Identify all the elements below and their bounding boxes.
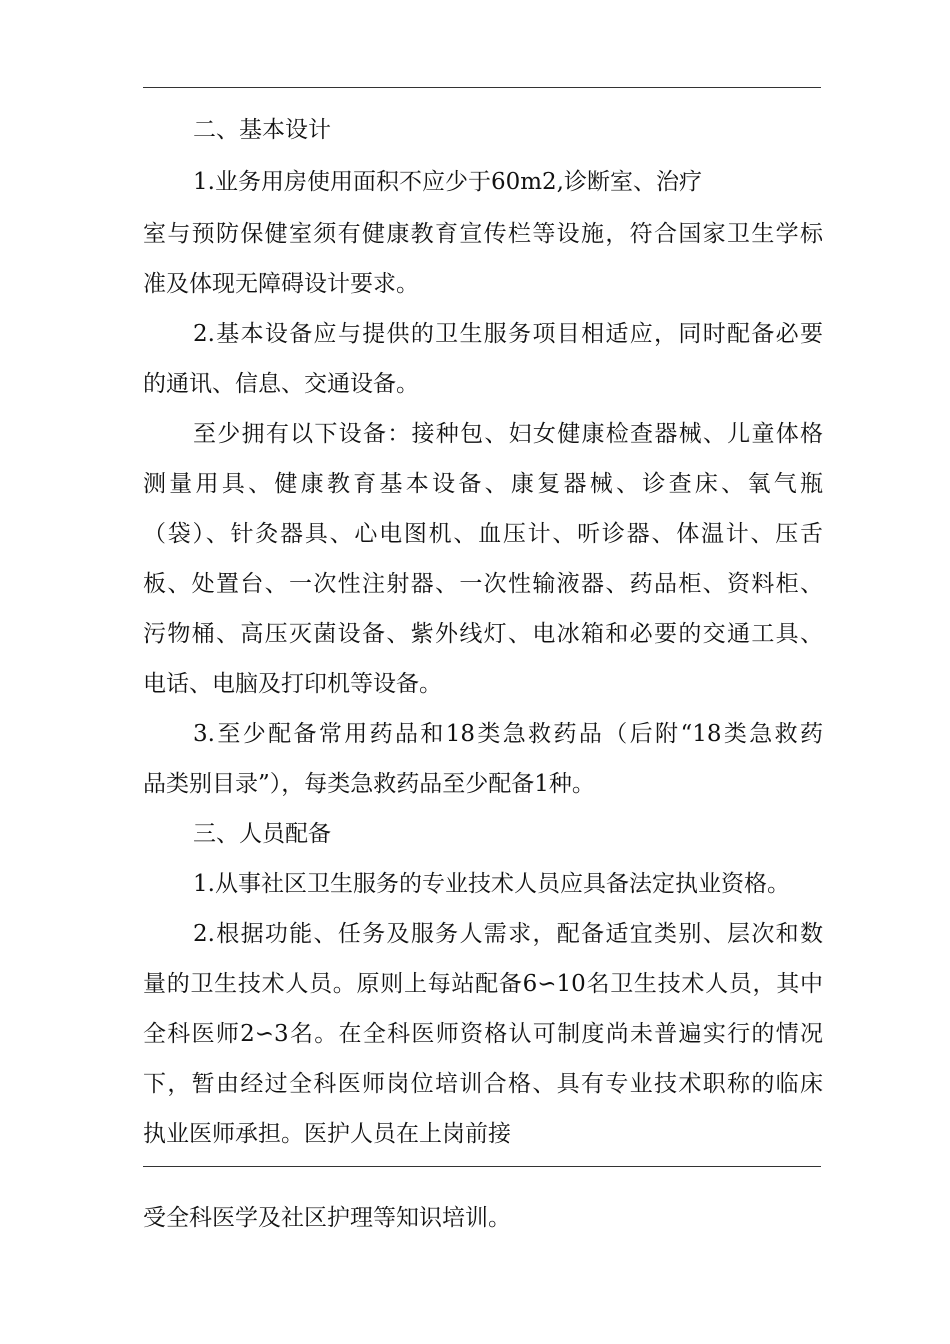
paragraph-line: 板、处置台、一次性注射器、一次性输液器、药品柜、资料柜、 <box>143 571 823 597</box>
section-heading-basic-design: 二、基本设计 <box>193 117 331 143</box>
paragraph-line: 至少拥有以下设备：接种包、妇女健康检查器械、儿童体格 <box>193 421 823 447</box>
paragraph-line: 全科医师2∽3名。在全科医师资格认可制度尚未普遍实行的情况 <box>143 1021 823 1047</box>
page-break-rule <box>143 1166 821 1167</box>
paragraph-line: 3.至少配备常用药品和18类急救药品（后附“18类急救药 <box>193 721 823 747</box>
paragraph-line: 2.根据功能、任务及服务人需求，配备适宜类别、层次和数 <box>193 921 823 947</box>
paragraph-line: 下，暂由经过全科医师岗位培训合格、具有专业技术职称的临床 <box>143 1071 823 1097</box>
paragraph-line: （袋）、针灸器具、心电图机、血压计、听诊器、体温计、压舌 <box>143 521 823 547</box>
paragraph-line: 污物桶、高压灭菌设备、紫外线灯、电冰箱和必要的交通工具、 <box>143 621 823 647</box>
paragraph-line: 电话、电脑及打印机等设备。 <box>143 671 442 697</box>
paragraph-line: 测量用具、健康教育基本设备、康复器械、诊查床、氧气瓶 <box>143 471 823 497</box>
paragraph-line: 2.基本设备应与提供的卫生服务项目相适应，同时配备必要 <box>193 321 823 347</box>
header-rule <box>143 87 821 88</box>
paragraph-line: 准及体现无障碍设计要求。 <box>143 271 419 297</box>
paragraph-line: 品类别目录”），每类急救药品至少配备1种。 <box>143 771 595 797</box>
section-heading-staffing: 三、人员配备 <box>193 821 331 847</box>
paragraph-line: 量的卫生技术人员。原则上每站配备6∽10名卫生技术人员，其中 <box>143 971 823 997</box>
paragraph-line: 的通讯、信息、交通设备。 <box>143 371 419 397</box>
paragraph-line: 室与预防保健室须有健康教育宣传栏等设施，符合国家卫生学标 <box>143 221 823 247</box>
paragraph-line: 执业医师承担。医护人员在上岗前接 <box>143 1121 511 1147</box>
paragraph-line: 1.从事社区卫生服务的专业技术人员应具备法定执业资格。 <box>193 871 790 897</box>
paragraph-line: 1.业务用房使用面积不应少于60m2,诊断室、治疗 <box>193 169 702 195</box>
paragraph-line: 受全科医学及社区护理等知识培训。 <box>143 1205 511 1231</box>
